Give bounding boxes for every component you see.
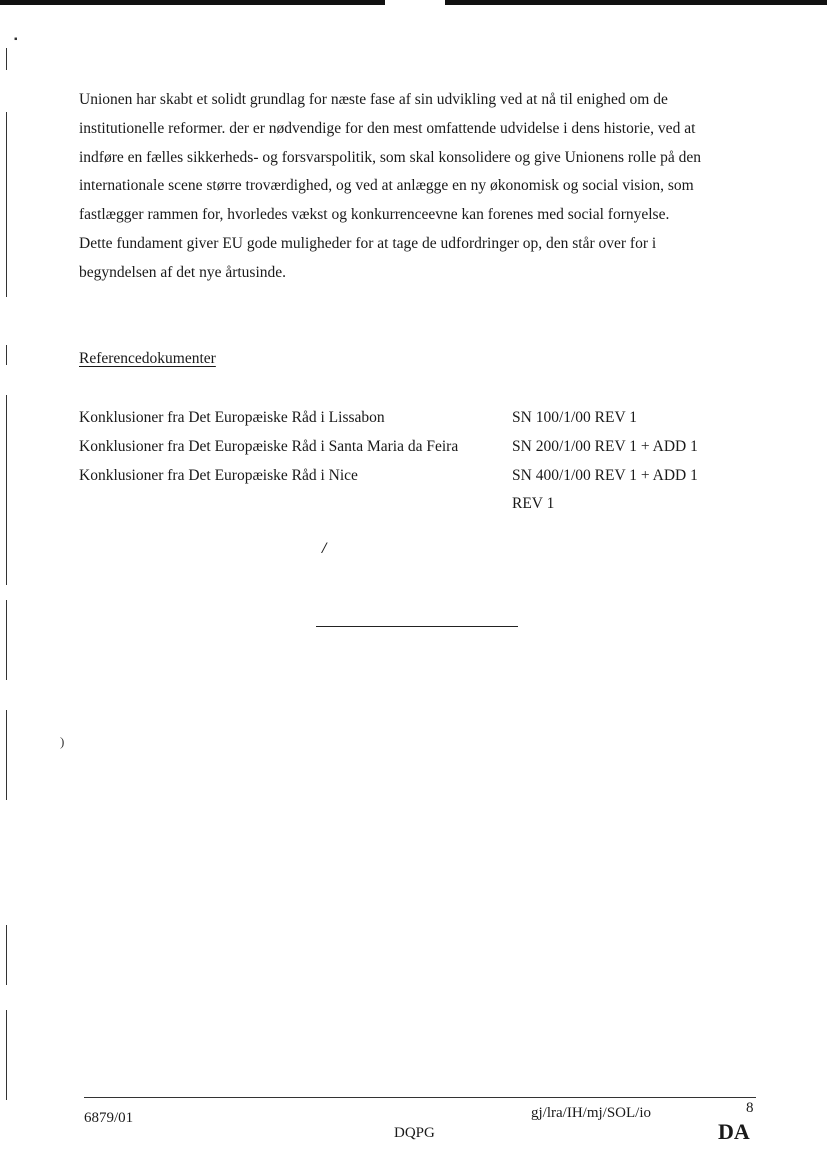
footer-rule (84, 1097, 756, 1098)
scan-mark (6, 710, 7, 800)
ink-speck: / (322, 540, 327, 557)
reference-item (79, 404, 779, 433)
footer-department: DQPG (394, 1125, 435, 1141)
body-line: Dette fundament giver EU gode muligheder for at tage de udfordringer op, den står over for i (79, 234, 657, 252)
scan-mark (6, 345, 7, 365)
end-divider (316, 626, 518, 627)
body-paragraph (79, 86, 769, 288)
body-line: begyndelsen af det nye årtusinde. (79, 263, 287, 281)
body-line: institutionelle reformer. der er nødvendige for den mest omfattende udvidelse i dens historie, ved at (79, 119, 696, 137)
scan-speck: ) (60, 734, 65, 749)
scan-mark (6, 395, 7, 585)
top-border (0, 0, 827, 5)
footer-doc-number: 6879/01 (84, 1110, 134, 1126)
reference-code: SN 400/1/00 REV 1 + ADD 1 (512, 466, 698, 484)
scan-speck: ▪ (14, 34, 18, 45)
reference-code: SN 100/1/00 REV 1 (512, 409, 638, 426)
references-list (79, 404, 779, 519)
scan-mark (6, 48, 7, 70)
references-heading: Referencedokumenter (79, 350, 216, 367)
body-line: internationale scene større troværdighed, og ved at anlægge en ny økonomisk og social vision, som (79, 177, 694, 195)
scan-mark (6, 1010, 7, 1100)
footer-language: DA (718, 1119, 750, 1144)
reference-item (79, 490, 779, 519)
scan-mark (6, 925, 7, 985)
reference-title: Konklusioner fra Det Europæiske Råd i Nice (79, 466, 358, 484)
reference-code: SN 200/1/00 REV 1 + ADD 1 (512, 437, 698, 455)
reference-item (79, 433, 779, 462)
reference-item (79, 462, 779, 491)
reference-code: REV 1 (512, 495, 555, 513)
scan-mark (6, 600, 7, 680)
scan-mark (6, 112, 7, 297)
body-line: Unionen har skabt et solidt grundlag for næste fase af sin udvikling ved at nå til enighed om de (79, 91, 668, 108)
body-line: indføre en fælles sikkerheds- og forsvarspolitik, som skal konsolidere og give Unionens rolle på den (79, 148, 702, 166)
reference-title: Konklusioner fra Det Europæiske Råd i Santa Maria da Feira (79, 437, 459, 455)
footer-page-number: 8 (746, 1100, 754, 1116)
body-line: fastlægger rammen for, hvorledes vækst og konkurrenceevne kan forenes med social fornyelse. (79, 206, 670, 224)
reference-title: Konklusioner fra Det Europæiske Råd i Lissabon (79, 409, 385, 426)
footer-initials: gj/lra/IH/mj/SOL/io (531, 1105, 651, 1121)
